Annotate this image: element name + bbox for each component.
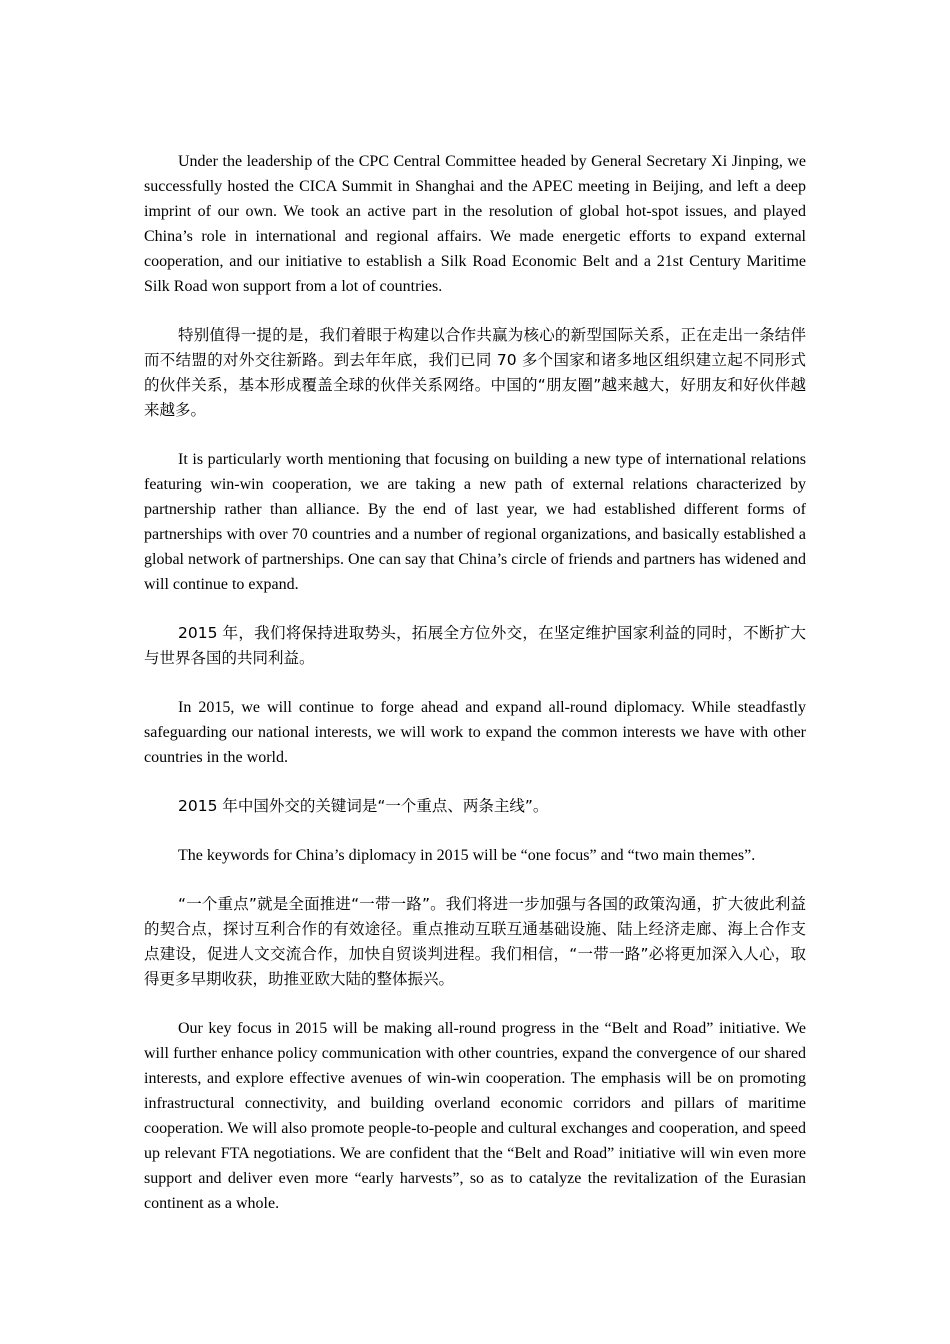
- paragraph-spacer: [144, 819, 806, 843]
- paragraph-en-1: Under the leadership of the CPC Central Committee headed by General Secretary Xi Jinping, we successfully hosted the CICA Summit in Shanghai and the APEC meeting in Beijing, and left a deep imprint of our own. We took an active part in the resolution of global hot-spot issues, and played China’s role in international and regional affairs. We made energetic efforts to expand external cooperation, and our initiative to establish a Silk Road Economic Belt and a 21st Century Maritime Silk Road won support from a lot of countries.: [144, 153, 806, 295]
- paragraph-spacer: [144, 992, 806, 1016]
- paragraph-zh-2: 2015 年，我们将保持进取势头，拓展全方位外交，在坚定维护国家利益的同时，不断扩大与世界各国的共同利益。: [144, 624, 806, 667]
- paragraph-en-3: In 2015, we will continue to forge ahead and expand all-round diplomacy. While steadfastly safeguarding our national interests, we will work to expand the common interests we have with other countries in the world.: [144, 699, 806, 766]
- paragraph-zh-3: 2015 年中国外交的关键词是“一个重点、两条主线”。: [178, 797, 549, 815]
- paragraph-zh-1: 特别值得一提的是，我们着眼于构建以合作共赢为核心的新型国际关系，正在走出一条结伴而不结盟的对外交往新路。到去年年底，我们已同 70 多个国家和诸多地区组织建立起不同形式的伙伴关系，基本形成覆盖全球的伙伴关系网络。中国的“朋友圈”越来越大，好朋友和好伙伴越来越多。: [144, 326, 806, 419]
- paragraph-spacer: [144, 770, 806, 794]
- paragraph-spacer: [144, 671, 806, 695]
- paragraph-spacer: [144, 423, 806, 447]
- paragraph-en-5: Our key focus in 2015 will be making all-round progress in the “Belt and Road” initiative. We will further enhance policy communication with other countries, expand the convergence of our shared interests, and explore effective avenues of win-win cooperation. The emphasis will be on promoting infrastructural connectivity, and building overland economic corridors and pillars of maritime cooperation. We will also promote people-to-people and cultural exchanges and cooperation, and speed up relevant FTA negotiations. We are confident that the “Belt and Road” initiative will win even more support and deliver even more “early harvests”, so as to catalyze the revitalization of the Eurasian continent as a whole.: [144, 1020, 806, 1212]
- paragraph-zh-4: “一个重点”就是全面推进“一带一路”。我们将进一步加强与各国的政策沟通，扩大彼此利益的契合点，探讨互利合作的有效途径。重点推动互联互通基础设施、陆上经济走廊、海上合作支点建设，促进人文交流合作，加快自贸谈判进程。我们相信，“一带一路”必将更加深入人心，取得更多早期收获，助推亚欧大陆的整体振兴。: [144, 895, 806, 988]
- paragraph-spacer: [144, 299, 806, 323]
- paragraph-en-2: It is particularly worth mentioning that focusing on building a new type of international relations featuring win-win cooperation, we are taking a new path of external relations characterized by partnership rather than alliance. By the end of last year, we had established different forms of partnerships with over 70 countries and a number of regional organizations, and basically established a global network of partnerships. One can say that China’s circle of friends and partners has widened and will continue to expand.: [144, 451, 806, 593]
- paragraph-spacer: [144, 597, 806, 621]
- paragraph-spacer: [144, 868, 806, 892]
- document-body: [144, 149, 806, 1216]
- paragraph-en-4: The keywords for China’s diplomacy in 2015 will be “one focus” and “two main themes”.: [178, 847, 756, 864]
